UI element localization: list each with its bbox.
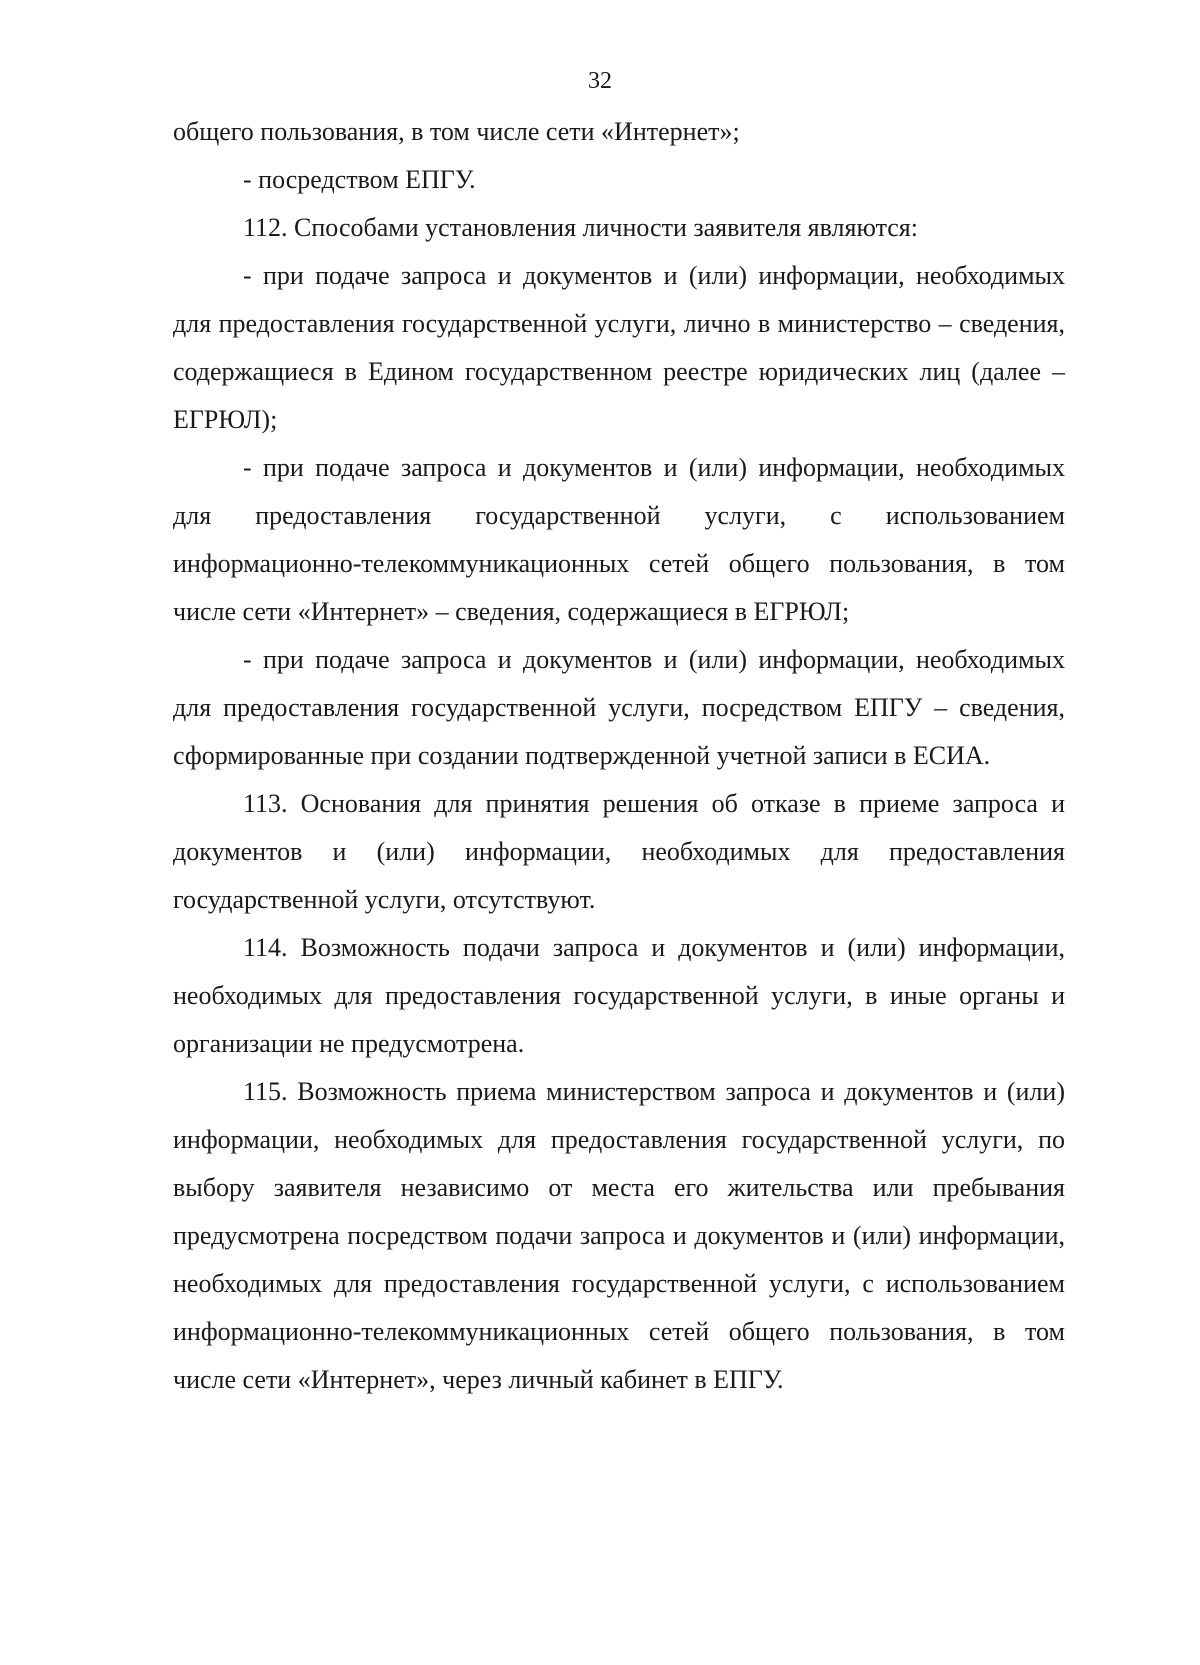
paragraph-list-item: - при подаче запроса и документов и (или) информации, необходимых для предоставления государственной услуги, лично в министерство – сведения, содержащиеся в Едином государственном реестре юридических лиц (далее – ЕГРЮЛ); [173,261,1065,434]
paragraph-114: 114. Возможность подачи запроса и документов и (или) информации, необходимых для предоставления государственной услуги, в иные органы и организации не предусмотрена. [173,933,1065,1058]
paragraph-continuation: общего пользования, в том числе сети «Интернет»; [173,117,740,146]
paragraph-112: 112. Способами установления личности заявителя являются: [243,213,918,242]
paragraph-115: 115. Возможность приема министерством запроса и документов и (или) информации, необходимых для предоставления государственной услуги, по выбору заявителя независимо от места его жительства или пребывания предусмотрена посредством подачи запроса и документов и (или) информации, необходимых для предоставления государственной услуги, с использованием информационно-телекоммуникационных сетей общего пользования, в том числе сети «Интернет», через личный кабинет в ЕПГУ. [173,1077,1065,1394]
paragraph-list-item: - посредством ЕПГУ. [243,165,476,194]
paragraph-list-item: - при подаче запроса и документов и (или) информации, необходимых для предоставления государственной услуги, с использованием информационно-телекоммуникационных сетей общего пользования, в том числе сети «Интернет» – сведения, содержащиеся в ЕГРЮЛ; [173,453,1065,626]
document-body [173,108,1065,1404]
paragraph-list-item: - при подаче запроса и документов и (или) информации, необходимых для предоставления государственной услуги, посредством ЕПГУ – сведения, сформированные при создании подтвержденной учетной записи в ЕСИА. [173,645,1065,770]
paragraph-113: 113. Основания для принятия решения об отказе в приеме запроса и документов и (или) информации, необходимых для предоставления государственной услуги, отсутствуют. [173,789,1065,914]
page-number: 32 [588,68,612,94]
